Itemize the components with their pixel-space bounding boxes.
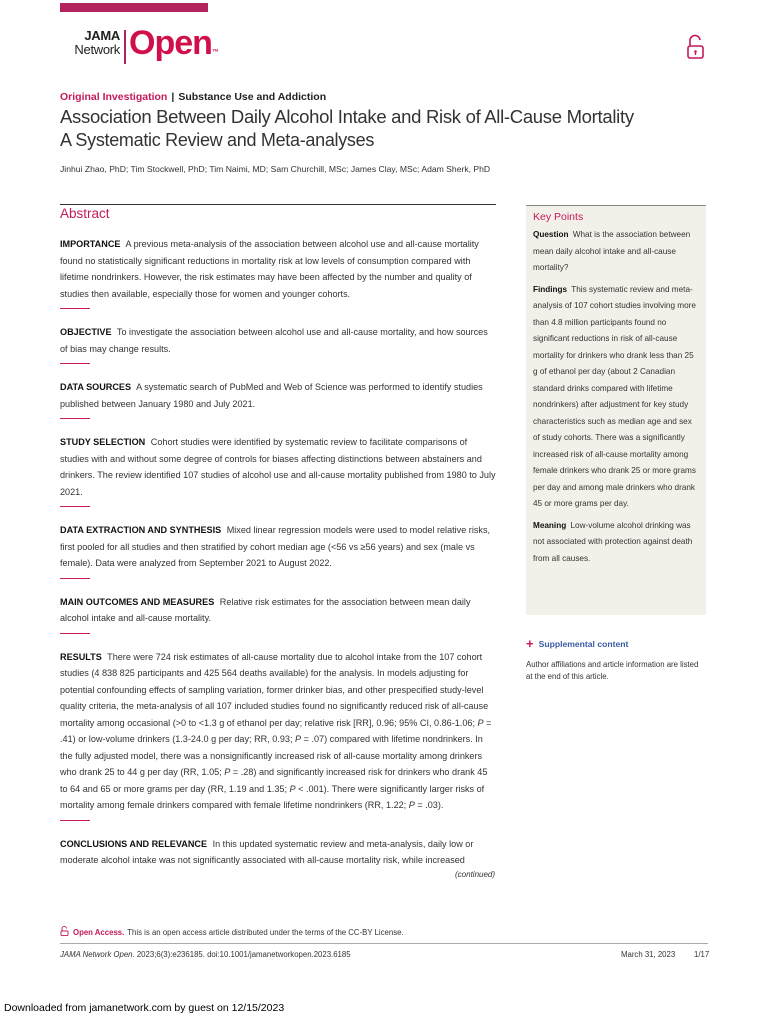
section-text: To investigate the association between alcohol use and all-cause mortality, and how sources of bias may change results. [60,327,488,354]
section-label: IMPORTANCE [60,239,121,249]
logo-open-word: Open [129,24,212,62]
section-text: < .001). There were significantly larger risks of mortality among female drinkers compared with female lifetime nondrinkers (RR, 1.22; [60,783,485,810]
section-label: OBJECTIVE [60,327,112,337]
abstract-conclusions [60,836,496,869]
section-text: = .41) or low-volume drinkers (1.3-24.0 g per day; RR, 0.93; [60,717,492,744]
journal-name: JAMA Network Open. [60,950,135,959]
citation-text: 2023;6(3):e236185. doi:10.1001/jamanetworkopen.2023.6185 [136,950,351,959]
continued-note: (continued) [455,870,496,879]
logo-trademark: ™ [211,49,219,56]
kp-label: Meaning [533,520,567,530]
logo-divider [124,30,126,64]
footer-citation [60,950,351,959]
abstract-outcomes [60,594,496,627]
article-type[interactable]: Original Investigation [60,91,168,103]
p-value-symbol: P [477,717,484,728]
section-text: = .28) and significantly increased risk for drinkers who drank 45 to 64 and 65 or more grams per day (RR, 1.19 and 1.35; [60,767,488,794]
kp-text: This systematic review and meta-analysis of 107 cohort studies involving more than 4.8 million participants found no significant reductions in risk of all-cause mortality for drinkers who drank less than 25 g of ethanol per day (about 2 Canadian standard drinks compared with lifetime nondrinkers) after adjustment for key study characteristics such as median age and sex of study cohorts. There was a significantly increased risk of all-cause mortality among female drinkers who drank 25 or more grams per day and among male drinkers who drank 45 or more grams per day. [533,284,696,508]
section-label: DATA EXTRACTION AND SYNTHESIS [60,525,222,535]
section-label: MAIN OUTCOMES AND MEASURES [60,596,215,607]
abstract-results [60,649,496,814]
key-points-box [526,205,706,615]
section-label: DATA SOURCES [60,382,132,392]
abstract-objective [60,324,496,357]
kp-text: What is the association between mean daily alcohol intake and all-cause mortality? [533,230,691,272]
p-value-symbol: P [295,734,302,744]
article-kicker [60,91,326,103]
kp-label: Findings [533,284,568,294]
abstract-body [60,236,496,869]
abstract-data-sources [60,379,496,412]
plus-icon: + [526,636,534,651]
p-value-symbol: P [289,783,296,794]
key-points-question [533,227,699,277]
page-number: 1/17 [694,950,710,959]
publication-date: March 31, 2023 [621,950,676,959]
section-divider [60,820,90,821]
logo-network-text: Network [74,42,120,57]
section-divider [60,633,90,634]
affiliations-note: Author affiliations and article information are listed at the end of this article. [526,660,699,681]
kp-text: Low-volume alcohol drinking was not associated with protection against death from all causes. [533,520,693,563]
section-text: Relative risk estimates for the association between mean daily alcohol intake and all-cause mortality. [60,596,471,623]
supplemental-label: Supplemental content [538,639,629,649]
key-points-findings [533,282,699,513]
open-access-notice [60,926,404,937]
section-divider [60,308,90,309]
section-text: A previous meta-analysis of the association between alcohol use and all-cause mortality found no statistically significant reductions in mortality risk at low levels of consumption compared with lifetime nondrinkers. However, the risk estimates may have been affected by the number and quality of studies then available, especially those for women and younger cohorts. [60,239,479,299]
p-value-symbol: P [408,800,415,810]
section-text: Cohort studies were identified by systematic review to facilitate comparisons of studies with and without some degree of controls for biases affecting distinctions between abstainers and drinkers. The review identified 107 studies of alcohol use and all-cause mortality published from 1980 to July 2021. [60,437,496,497]
abstract-extraction [60,522,496,572]
article-section[interactable]: Substance Use and Addiction [178,91,327,103]
open-access-text: This is an open access article distributed under the terms of the CC-BY License. [127,928,404,937]
section-text: In this updated systematic review and meta-analysis, daily low or moderate alcohol intake was not significantly associated with all-cause mortality risk, while increased [60,838,474,865]
supplemental-content-link[interactable] [526,636,628,651]
key-points-heading: Key Points [533,211,584,223]
abstract-top-rule [60,204,496,205]
footer-rule [60,943,708,944]
kicker-separator: | [171,91,175,103]
abstract-importance [60,236,496,302]
p-value-symbol: P [224,767,231,777]
unlock-icon[interactable] [686,34,706,60]
author-list: Jinhui Zhao, PhD; Tim Stockwell, PhD; Tim Naimi, MD; Sam Churchill, MSc; James Clay, MSc; Adam Sherk, PhD [60,164,491,174]
section-label: STUDY SELECTION [60,437,146,447]
article-title: Association Between Daily Alcohol Intake and Risk of All-Cause Mortality [60,106,634,127]
section-text: There were 724 risk estimates of all-cause mortality due to alcohol intake from the 107 cohort studies (4 838 825 participants and 425 564 deaths available) for the analysis. In models adjusting for potential confounding effects of sampling variation, former drinker bias, and other prespecified study-level quality criteria, the meta-analysis of all 107 included studies found no significantly reduced risk of all-cause mortality among occasional (>0 to <1.3 g of ethanol per day; relative risk [RR], 0.96; 95% CI, 0.86-1.06; [60,651,489,728]
section-text: = .07) compared with lifetime nondrinkers. In the fully adjusted model, there was a nonsignificantly increased risk of all-cause mortality among drinkers who drank 25 to 44 g per day (RR, 1.05; [60,734,483,777]
abstract-study-selection [60,434,496,500]
brand-top-bar [60,3,208,12]
unlock-icon [60,926,70,936]
open-access-label[interactable]: Open Access. [73,928,125,937]
section-divider [60,578,90,579]
logo-open-text [129,24,219,63]
section-divider [60,363,90,364]
section-text: = .03). [417,800,444,810]
kp-label: Question [533,230,569,239]
section-text: A systematic search of PubMed and Web of Science was performed to identify studies published between January 1980 and July 2021. [60,382,483,409]
download-notice: Downloaded from jamanetwork.com by guest on 12/15/2023 [4,1002,285,1014]
key-points-meaning [533,518,699,568]
section-divider [60,506,90,507]
abstract-heading: Abstract [60,206,110,221]
section-label: RESULTS [60,651,102,662]
section-text: Mixed linear regression models were used to model relative risks, first pooled for all studies and then stratified by cohort median age (<56 vs ≥56 years) and sex (male vs female). Data were analyzed from September 2021 to August 2022. [60,525,491,568]
article-subtitle: A Systematic Review and Meta-analyses [60,130,375,150]
section-divider [60,418,90,419]
section-label: CONCLUSIONS AND RELEVANCE [60,838,208,849]
logo-jama-text: JAMA [84,28,120,43]
